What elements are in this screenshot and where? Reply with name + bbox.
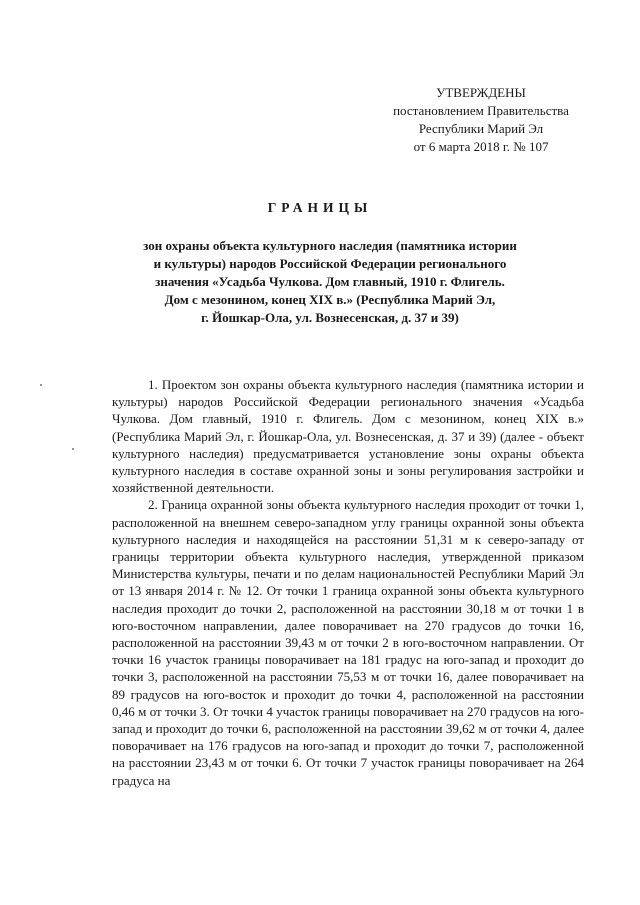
- approval-stamp: [376, 84, 586, 156]
- scan-speck: [40, 384, 42, 386]
- paragraph-1: 1. Проектом зон охраны объекта культурного наследия (памятника истории и культуры) народов Российской Федерации регионального значения «Усадьба Чулкова. Дом главный, 1910 г. Флигель. Дом с мезонином, конец XIX в.» (Республика Марий Эл, г. Йошкар-Ола, ул. Вознесенская, д. 37 и 39) (далее - объект культурного наследия) предусматривается установление зоны охраны объекта культурного наследия в составе охранной зоны и зоны регулирования застройки и хозяйственной деятельности.: [112, 377, 584, 496]
- document-subtitle: [110, 237, 550, 327]
- document-body: [112, 376, 584, 789]
- approval-date: от 6 марта 2018 г. № 107: [413, 139, 549, 154]
- subtitle-line: г. Йошкар-Ола, ул. Вознесенская, д. 37 и 39): [201, 310, 459, 325]
- subtitle-line: зон охраны объекта культурного наследия (памятника истории: [143, 238, 517, 253]
- approval-heading: УТВЕРЖДЕНЫ: [436, 85, 526, 100]
- document-title: ГРАНИЦЫ: [267, 200, 373, 215]
- subtitle-line: значения «Усадьба Чулкова. Дом главный, 1910 г. Флигель.: [155, 274, 505, 289]
- scan-speck: [72, 448, 74, 450]
- subtitle-line: и культуры) народов Российской Федерации регионального: [153, 256, 507, 271]
- approval-resolution: постановлением Правительства: [393, 103, 569, 118]
- subtitle-line: Дом с мезонином, конец XIX в.» (Республика Марий Эл,: [164, 292, 496, 307]
- approval-government: Республики Марий Эл: [418, 121, 544, 136]
- paragraph-2: 2. Граница охранной зоны объекта культурного наследия проходит от точки 1, расположенной на внешнем северо-западном углу границы охранной зоны объекта культурного наследия и находящейся на расстоянии 51,31 м к северо-западу от границы территории объекта культурного наследия, утвержденной приказом Министерства культуры, печати и по делам национальностей Республики Марий Эл от 13 января 2014 г. № 12. От точки 1 граница охранной зоны объекта культурного наследия проходит до точки 2, расположенной на расстоянии 30,18 м от точки 1 в юго-восточном направлении, далее поворачивает на 270 градусов до точки 16, расположенной на расстоянии 39,43 м от точки 2 в юго-восточном направлении. От точки 16 участок границы поворачивает на 181 градус на юго-запад и проходит до точки 3, расположенной на расстоянии 75,53 м от точки 16, далее поворачивает на 89 градусов на юго-восток и проходит до точки 4, расположенной на расстоянии 0,46 м от точки 3. От точки 4 участок границы поворачивает на 270 градусов на юго-запад и проходит до точки 6, расположенной на расстоянии 39,62 м от точки 4, далее поворачивает на 176 градусов на юго-запад и проходит до точки 7, расположенной на расстоянии 23,43 м от точки 6. От точки 7 участок границы поворачивает на 264 градуса на: [112, 497, 584, 788]
